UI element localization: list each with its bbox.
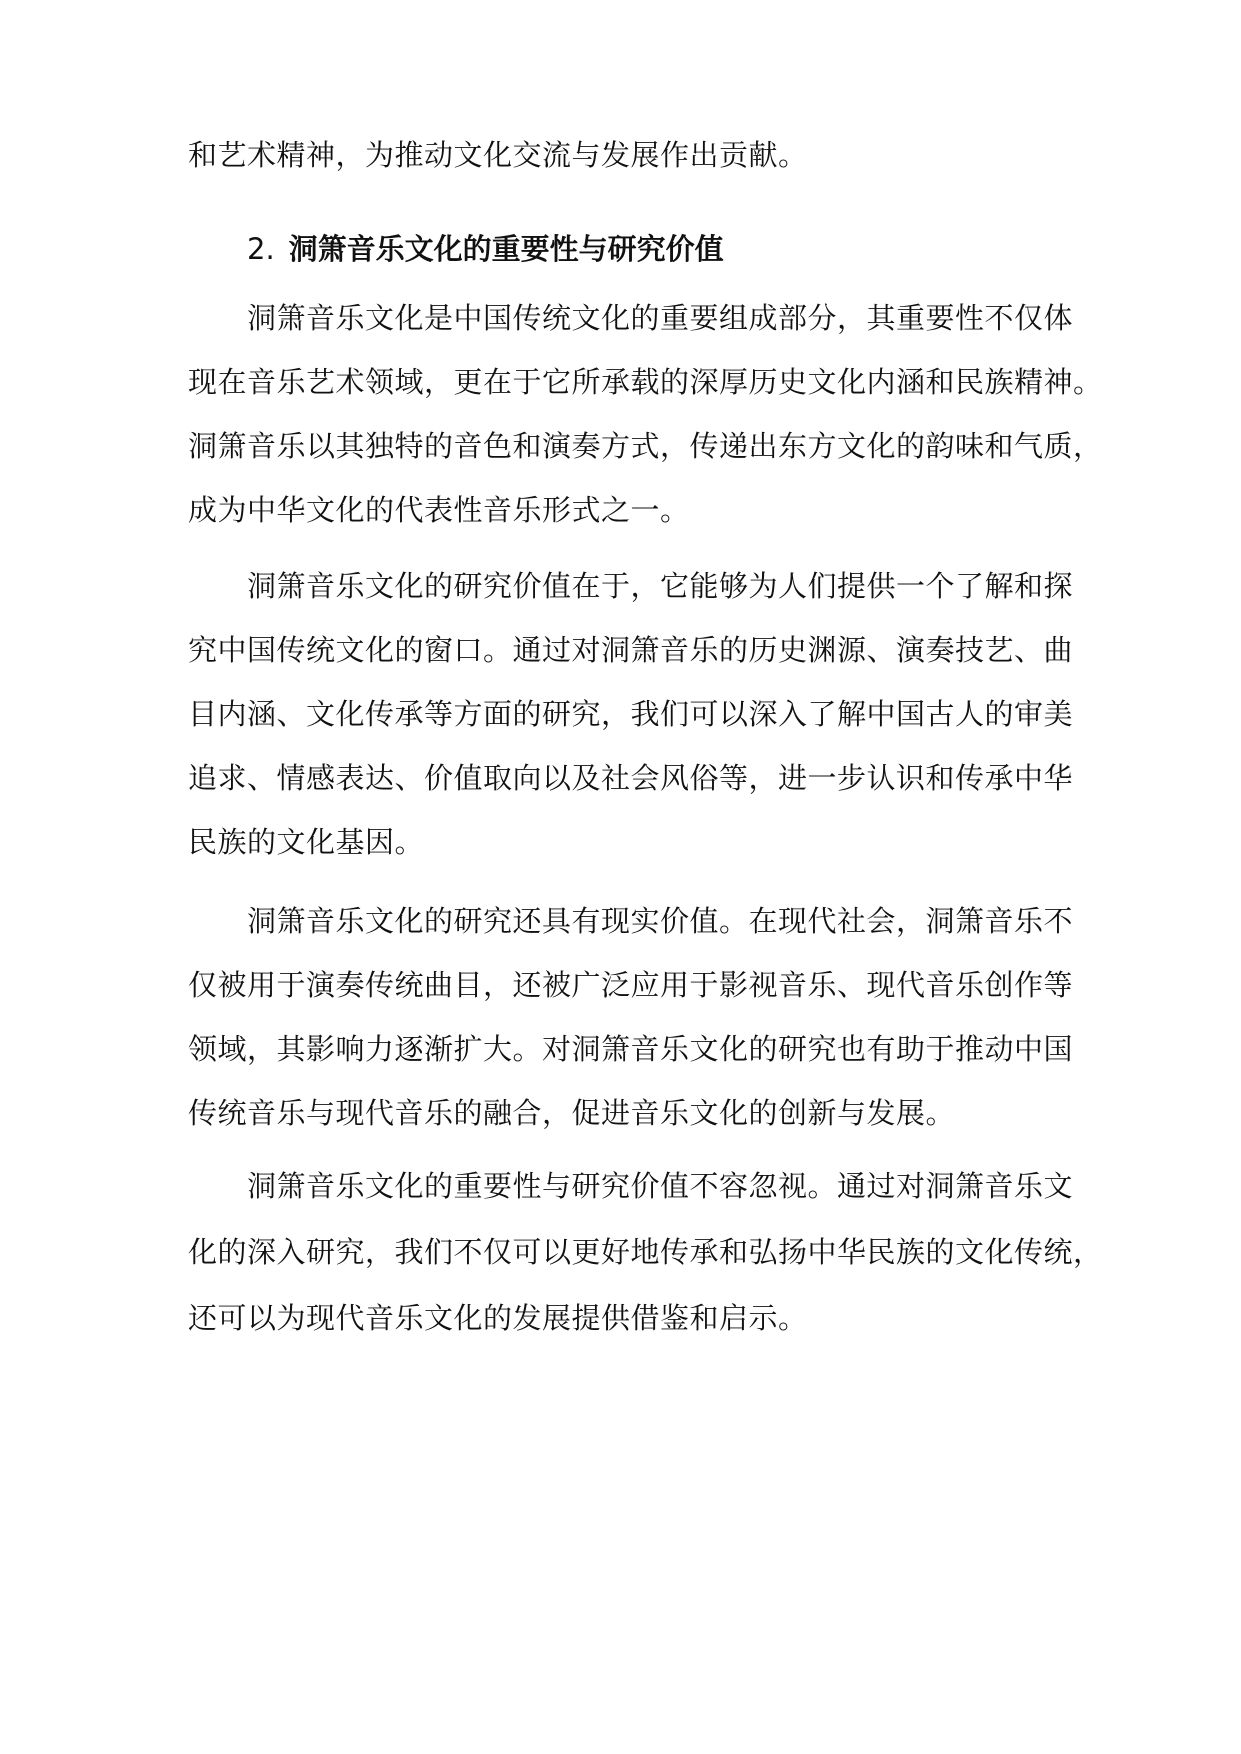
- section-title: 洞箫音乐文化的重要性与研究价值: [288, 232, 724, 266]
- paragraph-line: 化的深入研究，我们不仅可以更好地传承和弘扬中华民族的文化传统，: [188, 1235, 1103, 1269]
- paragraph-line: 洞箫音乐文化的研究还具有现实价值。在现代社会，洞箫音乐不: [247, 904, 1074, 938]
- paragraph-line: 目内涵、文化传承等方面的研究，我们可以深入了解中国古人的审美: [188, 697, 1074, 731]
- paragraph-line: 还可以为现代音乐文化的发展提供借鉴和启示。: [188, 1301, 808, 1335]
- paragraph-line: 民族的文化基因。: [188, 825, 425, 859]
- paragraph-line: 追求、情感表达、价值取向以及社会风俗等，进一步认识和传承中华: [188, 761, 1074, 795]
- paragraph-line: 洞箫音乐文化是中国传统文化的重要组成部分，其重要性不仅体: [247, 301, 1074, 335]
- paragraph-line: 洞箫音乐文化的重要性与研究价值不容忽视。通过对洞箫音乐文: [247, 1169, 1074, 1203]
- section-number: 2.: [247, 232, 275, 266]
- section-heading: [247, 229, 724, 269]
- paragraph-line: 传统音乐与现代音乐的融合，促进音乐文化的创新与发展。: [188, 1096, 956, 1130]
- paragraph-line: 现在音乐艺术领域，更在于它所承载的深厚历史文化内涵和民族精神。: [188, 365, 1103, 399]
- paragraph-line: 仅被用于演奏传统曲目，还被广泛应用于影视音乐、现代音乐创作等: [188, 968, 1074, 1002]
- paragraph-line: 洞箫音乐文化的研究价值在于，它能够为人们提供一个了解和探: [247, 569, 1074, 603]
- continued-text-line: 和艺术精神，为推动文化交流与发展作出贡献。: [188, 138, 808, 172]
- paragraph-line: 成为中华文化的代表性音乐形式之一。: [188, 493, 690, 527]
- paragraph-line: 洞箫音乐以其独特的音色和演奏方式，传递出东方文化的韵味和气质，: [188, 429, 1103, 463]
- paragraph-line: 领域，其影响力逐渐扩大。对洞箫音乐文化的研究也有助于推动中国: [188, 1032, 1074, 1066]
- paragraph-line: 究中国传统文化的窗口。通过对洞箫音乐的历史渊源、演奏技艺、曲: [188, 633, 1074, 667]
